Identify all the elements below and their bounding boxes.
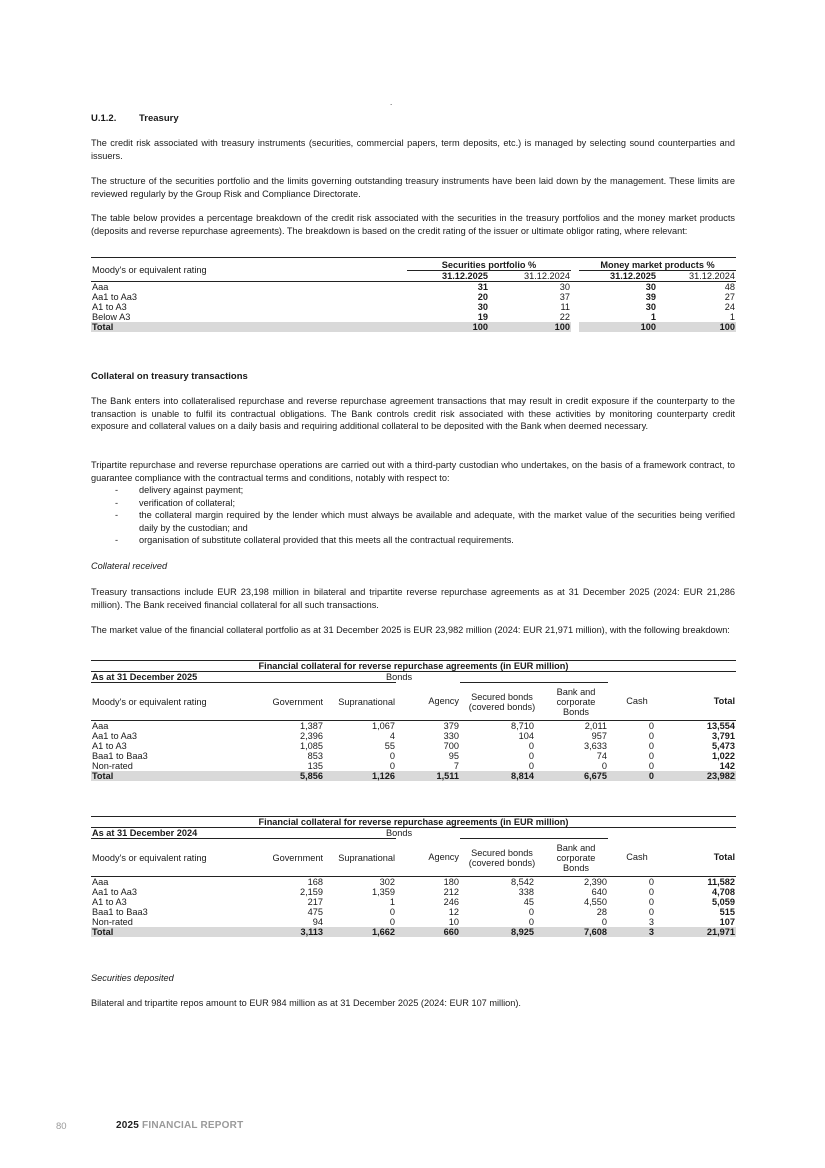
table-row: [91, 927, 736, 937]
cell-value: 10: [448, 917, 459, 927]
cell-value: 0: [648, 731, 654, 741]
row-label: A1 to A3: [92, 741, 127, 751]
column-header: Cash: [608, 839, 666, 877]
cell-value: 1,359: [372, 887, 395, 897]
cell-value: 640: [591, 887, 607, 897]
cell-value: 12: [448, 907, 459, 917]
cell-value: 0: [648, 887, 654, 897]
cell-value: 180: [443, 877, 459, 887]
column-header: Supranational: [324, 683, 396, 721]
cell-value: 11,582: [707, 877, 735, 887]
row-label: Total: [91, 927, 261, 937]
collateral-table-title: Financial collateral for reverse repurchase agreements (in EUR million): [91, 661, 736, 672]
cell-value: 515: [719, 907, 735, 917]
cell-value: 22: [559, 312, 570, 322]
cell-value: 100: [407, 322, 489, 332]
cell-value: 0: [601, 761, 607, 771]
cell-value: 5,059: [712, 897, 735, 907]
row-label: Total: [91, 771, 261, 781]
row-label: Aaa: [92, 721, 109, 731]
page-number: 80: [56, 1121, 67, 1132]
cell-value: 7: [453, 761, 459, 771]
table-row: [91, 917, 736, 927]
cell-value: 8,542: [511, 877, 534, 887]
date-2025-header: 31.12.2025: [407, 271, 489, 282]
cell-value: 1: [389, 897, 395, 907]
cell-value: 475: [307, 907, 323, 917]
table-row: [91, 897, 736, 907]
column-header: Cash: [608, 683, 666, 721]
securities-deposited-heading: Securities deposited: [91, 973, 174, 983]
date-2025-header: 31.12.2025: [579, 271, 657, 282]
cell-value: 0: [389, 907, 395, 917]
cell-value: 3: [608, 927, 666, 937]
cell-value: 2,396: [300, 731, 323, 741]
cell-value: 8,710: [511, 721, 534, 731]
cell-value: 2,011: [584, 721, 607, 731]
table-row: [91, 731, 736, 741]
cell-value: 0: [389, 761, 395, 771]
cell-value: 28: [596, 907, 607, 917]
cell-value: 0: [389, 917, 395, 927]
cell-value: 48: [724, 282, 735, 292]
cell-value: 3: [648, 917, 654, 927]
cell-value: 0: [528, 907, 534, 917]
cell-value: 338: [518, 887, 534, 897]
paragraph-credit-risk: The credit risk associated with treasury instruments (securities, commercial papers, term deposits, etc.) is managed by selecting sound counterparties and issuers.: [91, 138, 735, 161]
row-label: Aa1 to Aa3: [92, 887, 137, 897]
list-item: - the collateral margin required by the lender which must always be available and adequate, with the market value of the securities being verified daily by the custodian; and: [91, 509, 735, 534]
date-2024-header: 31.12.2024: [489, 271, 571, 282]
cell-value: 1: [650, 312, 656, 322]
row-label: A1 to A3: [92, 302, 127, 312]
column-header: Moody's or equivalent rating: [91, 683, 261, 721]
column-header: Secured bonds (covered bonds): [460, 839, 544, 877]
column-header: Secured bonds (covered bonds): [460, 683, 544, 721]
row-label: A1 to A3: [92, 897, 127, 907]
table-row: [91, 907, 736, 917]
cell-value: 30: [645, 302, 656, 312]
report-year: 2025: [116, 1120, 140, 1131]
paragraph-structure: The structure of the securities portfolio and the limits governing outstanding treasury instruments have been laid down by the management. These limits are reviewed regularly by the Group Risk and Compliance Directorate.: [91, 176, 735, 199]
report-title: [116, 1120, 243, 1131]
table-row: [91, 292, 736, 302]
cell-value: 1,511: [396, 771, 460, 781]
collateral-received-heading: Collateral received: [91, 561, 168, 571]
column-header: Government: [261, 683, 324, 721]
table-row: [91, 887, 736, 897]
collateral-table-2024: [91, 816, 736, 937]
cell-value: 246: [443, 897, 459, 907]
cell-value: 4,550: [584, 897, 607, 907]
cell-value: 0: [608, 771, 666, 781]
column-header: Bank and corporate Bonds: [544, 839, 608, 877]
row-label: Non-rated: [92, 917, 133, 927]
cell-value: 0: [528, 917, 534, 927]
row-label: Baa1 to Baa3: [92, 907, 148, 917]
cell-value: 0: [648, 877, 654, 887]
cell-value: 74: [596, 751, 607, 761]
row-label: Aaa: [92, 877, 109, 887]
column-header: Agency: [396, 839, 460, 877]
cell-value: 100: [579, 322, 657, 332]
securities-portfolio-header: Securities portfolio %: [407, 258, 571, 271]
cell-value: 0: [648, 907, 654, 917]
cell-value: 302: [379, 877, 395, 887]
cell-value: 23,982: [666, 771, 736, 781]
cell-value: 5,856: [261, 771, 324, 781]
cell-value: 27: [724, 292, 735, 302]
cell-value: 0: [528, 751, 534, 761]
cell-value: 135: [307, 761, 323, 771]
cell-value: 168: [307, 877, 323, 887]
paragraph-repos: Bilateral and tripartite repos amount to EUR 984 million as at 31 December 2025 (2024: EUR 107 million).: [91, 998, 521, 1008]
table-row: [91, 877, 736, 888]
row-label: Aa1 to Aa3: [92, 292, 137, 302]
paragraph-market-value: The market value of the financial collateral portfolio as at 31 December 2025 is EUR 23,982 million (2024: EUR 21,971 million), with the following breakdown:: [91, 625, 730, 635]
cell-value: 11: [560, 302, 570, 312]
table-row: [91, 751, 736, 761]
row-label: Aaa: [92, 282, 109, 292]
conditions-list: [91, 484, 735, 547]
cell-value: 3,791: [712, 731, 735, 741]
cell-value: 30: [559, 282, 570, 292]
money-market-header: Money market products %: [579, 258, 736, 271]
cell-value: 94: [312, 917, 323, 927]
column-header: Government: [261, 839, 324, 877]
row-label: Baa1 to Baa3: [92, 751, 148, 761]
collateral-table-2025: [91, 660, 736, 781]
cell-value: 0: [528, 761, 534, 771]
cell-value: 660: [396, 927, 460, 937]
column-header: Agency: [396, 683, 460, 721]
bonds-label: Bonds: [386, 672, 413, 683]
cell-value: 100: [489, 322, 571, 332]
cell-value: 0: [648, 897, 654, 907]
date-2024-header: 31.12.2024: [657, 271, 736, 282]
cell-value: 1,662: [324, 927, 396, 937]
cell-value: 0: [528, 741, 534, 751]
cell-value: 3,113: [261, 927, 324, 937]
table-row: [91, 312, 736, 322]
cell-value: 30: [645, 282, 656, 292]
bonds-label: Bonds: [386, 828, 413, 839]
list-item: - verification of collateral;: [91, 497, 735, 510]
report-label: FINANCIAL REPORT: [142, 1120, 244, 1131]
cell-value: 24: [724, 302, 735, 312]
table-row: [91, 322, 736, 332]
cell-value: 1,126: [324, 771, 396, 781]
cell-value: 19: [477, 312, 488, 322]
cell-value: 2,159: [300, 887, 323, 897]
column-header: Supranational: [324, 839, 396, 877]
cell-value: 142: [719, 761, 735, 771]
cell-value: 330: [443, 731, 459, 741]
cell-value: 0: [389, 751, 395, 761]
cell-value: 8,814: [460, 771, 544, 781]
cell-value: 4: [389, 731, 395, 741]
cell-value: 0: [648, 751, 654, 761]
cell-value: 13,554: [706, 721, 735, 731]
cell-value: 0: [648, 761, 654, 771]
rating-column-header: Moody's or equivalent rating: [91, 258, 407, 282]
row-label: Below A3: [92, 312, 131, 322]
column-header: Moody's or equivalent rating: [91, 839, 261, 877]
paragraph-treasury-transactions: Treasury transactions include EUR 23,198 million in bilateral and tripartite reverse repurchase agreements as at 31 December 2025 (2024: EUR 21,286 million). The Bank received financial collateral for all such transactions.: [91, 587, 735, 610]
section-title: Treasury: [139, 113, 179, 124]
table-row: [91, 302, 736, 312]
cell-value: 379: [443, 721, 459, 731]
cell-value: 1,085: [300, 741, 323, 751]
cell-value: 2,390: [584, 877, 607, 887]
table-row: [91, 741, 736, 751]
as-at-label: As at 31 December 2024: [91, 828, 261, 839]
row-label: Aa1 to Aa3: [92, 731, 137, 741]
paragraph-table-intro: The table below provides a percentage breakdown of the credit risk associated with the securities in the treasury portfolios and the money market products (deposits and reverse repurchase agreements). The breakdown is based on the credit rating of the issuer or ultimate obligor rating, where relevant:: [91, 213, 735, 236]
cell-value: 7,608: [544, 927, 608, 937]
cell-value: 0: [648, 721, 654, 731]
as-at-label: As at 31 December 2025: [91, 672, 261, 683]
cell-value: 95: [448, 751, 459, 761]
cell-value: 8,925: [460, 927, 544, 937]
column-header: Total: [666, 683, 736, 721]
cell-value: 37: [559, 292, 570, 302]
cell-value: 20: [477, 292, 488, 302]
row-label: Non-rated: [92, 761, 133, 771]
cell-value: 700: [443, 741, 459, 751]
column-header: Total: [666, 839, 736, 877]
bonds-header: [386, 672, 460, 683]
row-label: Total: [91, 322, 407, 332]
cell-value: 31: [477, 282, 488, 292]
table-row: [91, 282, 736, 293]
table-row: [91, 761, 736, 771]
list-item: - organisation of substitute collateral provided that this meets all the contractual requirements.: [91, 534, 735, 547]
cell-value: 39: [645, 292, 656, 302]
cell-value: 104: [518, 731, 534, 741]
cell-value: 212: [443, 887, 459, 897]
cell-value: 30: [477, 302, 488, 312]
cell-value: 55: [384, 741, 395, 751]
page-footer: [56, 1120, 244, 1132]
paragraph-collateral: The Bank enters into collateralised repurchase and reverse repurchase agreement transactions that may result in credit exposure if the counterparty to the transaction is unable to fulfil its contractual obligations. The Bank controls credit risk associated with these activities by monitoring counterparty credit exposure and collateral values on a daily basis and requiring additional collateral to be deposited with the Bank when deemed necessary.: [91, 396, 735, 432]
section-number: U.1.2.: [91, 113, 117, 124]
cell-value: 3,633: [584, 741, 607, 751]
cell-value: 45: [523, 897, 534, 907]
cell-value: 0: [648, 741, 654, 751]
cell-value: 957: [591, 731, 607, 741]
cell-value: 217: [307, 897, 323, 907]
collateral-table-title: Financial collateral for reverse repurchase agreements (in EUR million): [91, 817, 736, 828]
cell-value: 1,067: [372, 721, 395, 731]
stray-dot: .: [390, 98, 393, 107]
table-row: [91, 721, 736, 732]
list-item: - delivery against payment;: [91, 484, 735, 497]
collateral-heading: Collateral on treasury transactions: [91, 371, 248, 382]
column-header: Bank and corporate Bonds: [544, 683, 608, 721]
cell-value: 0: [601, 917, 607, 927]
cell-value: 853: [307, 751, 323, 761]
cell-value: 100: [657, 322, 736, 332]
bonds-header: [386, 828, 460, 839]
cell-value: 1,387: [300, 721, 323, 731]
paragraph-tripartite: Tripartite repurchase and reverse repurchase operations are carried out with a third-party custodian who undertakes, on the basis of a framework contract, to guarantee compliance with the contractual terms and conditions, notably with respect to:: [91, 460, 735, 483]
cell-value: 1: [729, 312, 735, 322]
cell-value: 6,675: [544, 771, 608, 781]
table-row: [91, 771, 736, 781]
cell-value: 21,971: [666, 927, 736, 937]
section-heading: [91, 113, 179, 124]
cell-value: 1,022: [712, 751, 735, 761]
cell-value: 107: [719, 917, 735, 927]
cell-value: 4,708: [712, 887, 735, 897]
rating-table: [91, 257, 736, 332]
cell-value: 5,473: [712, 741, 735, 751]
